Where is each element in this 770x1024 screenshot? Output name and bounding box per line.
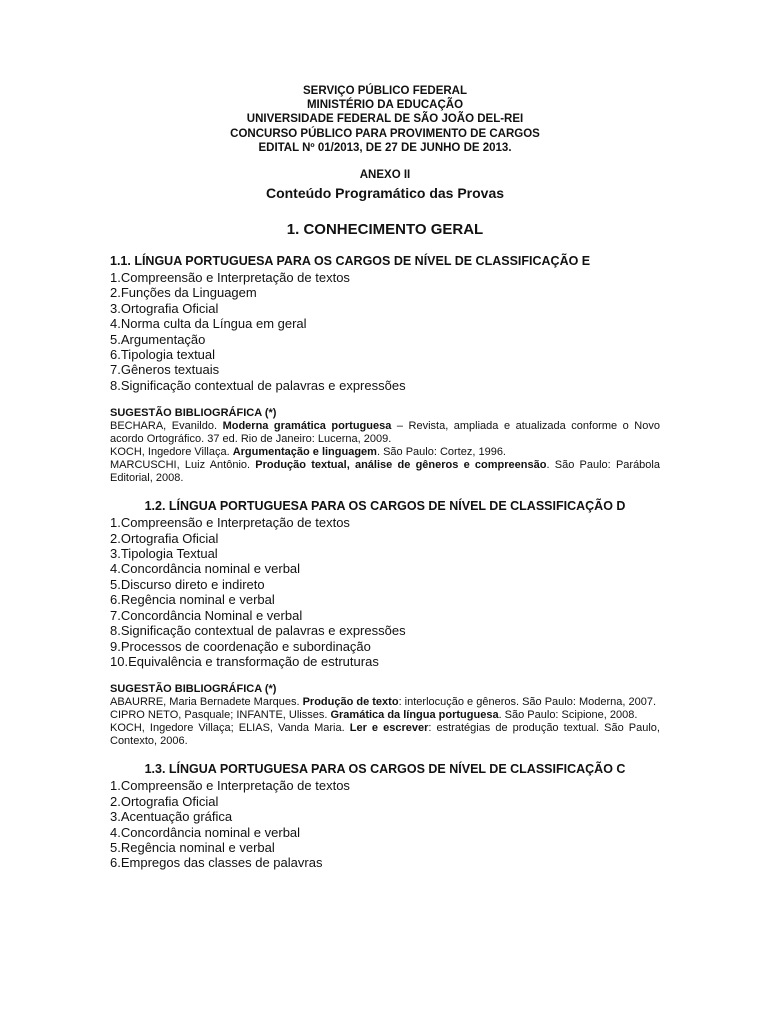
header-line: UNIVERSIDADE FEDERAL DE SÃO JOÃO DEL-REI (246, 113, 524, 126)
list-item: 6.Empregos das classes de palavras (110, 855, 323, 871)
list-item: 6.Regência nominal e verbal (110, 592, 275, 608)
bibliography-title: SUGESTÃO BIBLIOGRÁFICA (*) (110, 683, 277, 696)
list-item: 8.Significação contextual de palavras e expressões (110, 377, 406, 393)
list-item: 9.Processos de coordenação e subordinação (110, 638, 371, 654)
header-line: MINISTÉRIO DA EDUCAÇÃO (306, 99, 464, 112)
subsection-title: 1.2. LÍNGUA PORTUGUESA PARA OS CARGOS DE NÍVEL DE CLASSIFICAÇÃO D (144, 499, 626, 514)
section-title: 1. CONHECIMENTO GERAL (286, 221, 484, 239)
list-item: 1.Compreensão e Interpretação de textos (110, 270, 350, 286)
subsection-title: 1.3. LÍNGUA PORTUGUESA PARA OS CARGOS DE NÍVEL DE CLASSIFICAÇÃO C (144, 762, 626, 777)
bibliography-entry: ABAURRE, Maria Bernadete Marques. Produção de texto: interlocução e gêneros. São Paulo: Moderna, 2007. (110, 696, 657, 709)
header-line: CONCURSO PÚBLICO PARA PROVIMENTO DE CARGOS (230, 127, 540, 140)
list-item: 8.Significação contextual de palavras e expressões (110, 623, 406, 639)
list-item: 5.Discurso direto e indireto (110, 576, 265, 592)
list-item: 2.Ortografia Oficial (110, 530, 219, 546)
list-item: 3.Ortografia Oficial (110, 300, 219, 316)
list-item: 5.Argumentação (110, 331, 206, 347)
list-item: 6.Tipologia textual (110, 347, 216, 363)
topic-list (110, 270, 660, 393)
bibliography-entry: KOCH, Ingedore Villaça; ELIAS, Vanda Maria. Ler e escrever: estratégias de produção textual. São Paulo, Contexto, 2006. (110, 722, 660, 748)
annex-title: Conteúdo Programático das Provas (265, 185, 505, 202)
list-item: 3.Acentuação gráfica (110, 809, 233, 825)
annex-label: ANEXO II (359, 169, 411, 182)
bibliography-title: SUGESTÃO BIBLIOGRÁFICA (*) (110, 407, 277, 420)
list-item: 10.Equivalência e transformação de estruturas (110, 653, 379, 669)
list-item: 1.Compreensão e Interpretação de textos (110, 778, 350, 794)
bibliography-entry: CIPRO NETO, Pasquale; INFANTE, Ulisses. Gramática da língua portuguesa. São Paulo: Scipione, 2008. (110, 709, 638, 722)
list-item: 7.Concordância Nominal e verbal (110, 607, 303, 623)
list-item: 5.Regência nominal e verbal (110, 839, 275, 855)
list-item: 4.Norma culta da Língua em geral (110, 316, 307, 332)
list-item: 1.Compreensão e Interpretação de textos (110, 515, 350, 531)
subsection-c (110, 762, 660, 870)
list-item: 4.Concordância nominal e verbal (110, 824, 301, 840)
header-line: SERVIÇO PÚBLICO FEDERAL (303, 85, 467, 97)
bibliography-entry: BECHARA, Evanildo. Moderna gramática portuguesa – Revista, ampliada e atualizada conforme o Novo acordo Ortográfico. 37 ed. Rio de Janeiro: Lucerna, 2009. (110, 420, 660, 446)
topic-list (110, 515, 660, 669)
list-item: 3.Tipologia Textual (110, 546, 218, 562)
list-item: 4.Concordância nominal e verbal (110, 561, 301, 577)
subsection-d (110, 499, 660, 748)
header-line: EDITAL Nº 01/2013, DE 27 DE JUNHO DE 2013. (258, 141, 512, 154)
bibliography-entry: KOCH, Ingedore Villaça. Argumentação e linguagem. São Paulo: Cortez, 1996. (110, 446, 506, 459)
subsection-title: 1.1. LÍNGUA PORTUGUESA PARA OS CARGOS DE NÍVEL DE CLASSIFICAÇÃO E (110, 254, 591, 269)
subsection-e (110, 254, 660, 485)
topic-list (110, 778, 660, 870)
bibliography-entry: MARCUSCHI, Luiz Antônio. Produção textual, análise de gêneros e compreensão. São Paulo: Parábola Editorial, 2008. (110, 459, 660, 485)
list-item: 2.Ortografia Oficial (110, 793, 219, 809)
list-item: 2.Funções da Linguagem (110, 285, 257, 301)
list-item: 7.Gêneros textuais (110, 362, 220, 378)
document-header (110, 84, 660, 155)
